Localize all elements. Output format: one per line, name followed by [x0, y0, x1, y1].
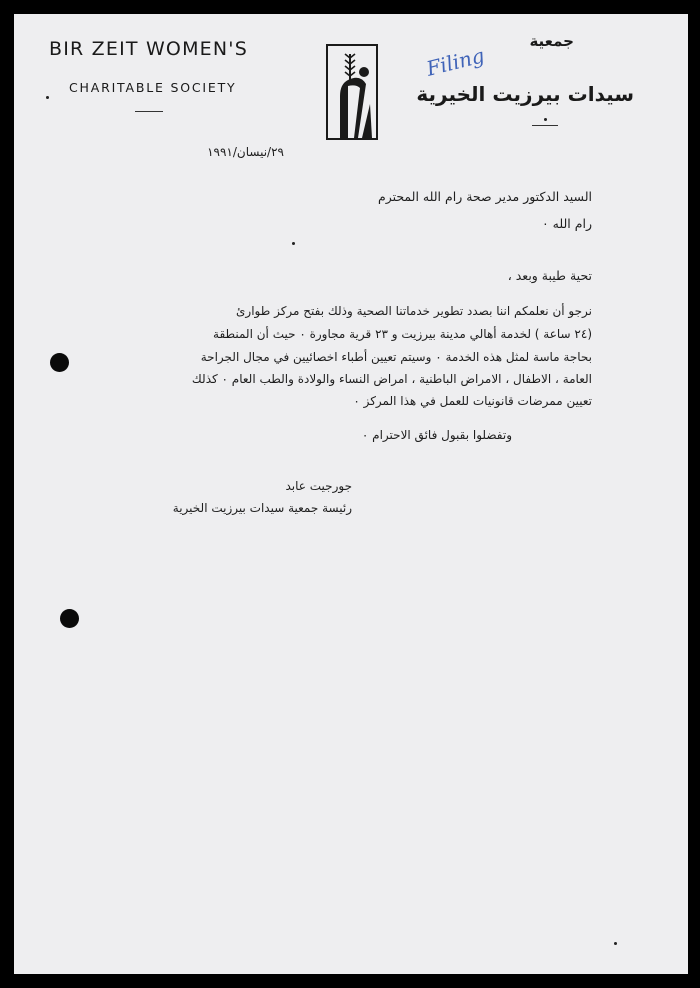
closing-line: وتفضلوا بقبول فائق الاحترام ٠ [361, 428, 512, 442]
body-line: نرجو أن نعلمكم اننا بصدد تطوير خدماتنا الصحية وذلك بفتح مركز طوارئ [236, 304, 592, 318]
english-society-name-line2: CHARITABLE SOCIETY [69, 80, 237, 95]
bottom-mark [614, 942, 617, 945]
arabic-society-name-line2: سيدات بيرزيت الخيرية [416, 82, 634, 106]
signatory-name: جورجيت عابد [285, 479, 352, 493]
punch-hole-bottom [60, 609, 79, 628]
body-line: بحاجة ماسة لمثل هذه الخدمة ٠ وسيتم تعيين أطباء اخصائيين في مجال الجراحة [200, 350, 592, 364]
handwritten-filing-note: Filing [423, 43, 487, 81]
body-line: تعيين ممرضات قانونيات للعمل في هذا المركز ٠ [353, 394, 592, 408]
arabic-header-underline [532, 125, 558, 126]
punch-hole-top [50, 353, 69, 372]
letter-page [14, 14, 688, 974]
body-line: العامة ، الاطفال ، الامراض الباطنية ، امراض النساء والولادة والطب العام ٠ كذلك [191, 372, 592, 386]
society-logo [326, 44, 378, 140]
greeting: تحية طيبة وبعد ، [507, 268, 592, 283]
stray-dot [292, 242, 295, 245]
english-header-underline [135, 111, 163, 112]
letter-date: ٢٩/نيسان/١٩٩١ [207, 145, 284, 159]
body-line: (٢٤ ساعة ) لخدمة أهالي مدينة بيرزيت و ٢٣ قرية مجاورة ٠ حيث أن المنطقة [213, 327, 592, 341]
arabic-society-name-line1: جمعية [529, 32, 574, 50]
english-society-name-line1: BIR ZEIT WOMEN'S [49, 38, 248, 60]
arabic-header-dot [544, 118, 547, 121]
letterhead-dot-left [46, 96, 49, 99]
recipient-line1: السيد الدكتور مدير صحة رام الله المحترم [377, 189, 592, 204]
signatory-title: رئيسة جمعية سيدات بيرزيت الخيرية [172, 501, 352, 515]
recipient-line2: رام الله ٠ [541, 216, 592, 231]
